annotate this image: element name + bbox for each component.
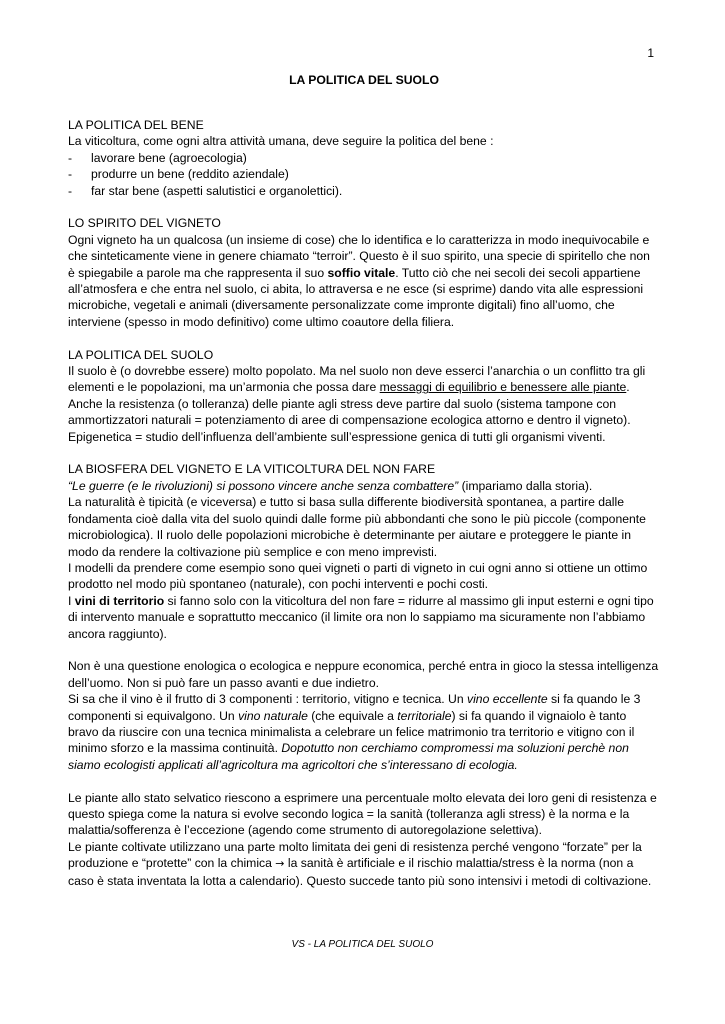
paragraph: Anche la resistenza (o tolleranza) delle piante agli stress deve partire dal suolo (sistema tampone con ammortizzatori naturali = potenziamento di aree di compensazione ecologica attorno e dentro il vigneto). <box>68 396 631 428</box>
section-intro: La viticoltura, come ogni altra attività umana, deve seguire la politica del bene : <box>68 134 494 149</box>
paragraph: Il suolo è (o dovrebbe essere) molto popolato. Ma nel suolo non deve esserci l’anarchia o un conflitto tra gli elementi e le popolazioni, ma un’armonia che possa dare messaggi di equilibrio e benessere alle piante. <box>68 364 646 395</box>
paragraph: I modelli da prendere come esempio sono quei vigneti o parti di vigneto in cui ogni anno si ottiene un ottimo prodotto nel modo più spontaneo (naturale), con pochi interventi e pochi costi. <box>68 560 648 592</box>
dash-bullet: - <box>68 167 73 182</box>
page-footer: VS - LA POLITICA DEL SUOLO <box>291 939 434 950</box>
bold-text: soffio vitale <box>327 265 396 280</box>
list-item: - lavorare bene (agroecologia) <box>68 150 247 165</box>
section-piante-selvatiche <box>68 790 660 889</box>
italic-text: vino eccellente <box>467 692 548 707</box>
paragraph: Non è una questione enologica o ecologica e neppure economica, perché entra in gioco la stessa intelligenza dell’uomo. Non si può fare un passo avanti e due indietro. <box>68 659 659 690</box>
dash-bullet: - <box>68 150 73 165</box>
underlined-text: messaggi di equilibrio e benessere alle piante <box>379 380 627 395</box>
section-heading: LO SPIRITO DEL VIGNETO <box>68 216 221 231</box>
paragraph: Le piante coltivate utilizzano una parte molto limitata dei geni di resistenza perché vengono “forzate” per la produzione e “protette” con la chimica → la sanità è artificiale e il rischio malattia/stress è la norma (non a caso è stata inventata la lotta a calendario). Questo succede tanto più sono intensivi i metodi di coltivazione. <box>68 839 652 888</box>
paragraph: La naturalità è tipicità (e viceversa) e tutto si basa sulla differente biodiversità spontanea, a partire dalle fondamenta cioè dalla vita del suolo quindi dalle forme più abbondanti che sono le più piccole (componente microbiologica). Il ruolo delle popolazioni microbiche è determinante per aiutare e proteggere le piante in modo da rendere la coltivazione più semplice e con meno imprevisti. <box>68 495 646 559</box>
section-heading: LA POLITICA DEL BENE <box>68 118 204 132</box>
paragraph: “Le guerre (e le rivoluzioni) si possono vincere anche senza combattere” (impariamo dalla storia). <box>68 478 593 493</box>
paragraph: Ogni vigneto ha un qualcosa (un insieme di cose) che lo identifica e lo caratterizza in modo inequivocabile e che sinteticamente viene in genere chiamato “terroir”. Questo è il suo spirito, una specie di spiritello che non è spiegabile a parole ma che rappresenta il suo soffio vitale. Tutto ciò che nei secoli dei secoli appartiene all’atmosfera e che entra nel suolo, ci abita, lo attraversa e ne esce (si esprime) dando vita alle espressioni microbiche, vegetali e animali (diversamente personalizzate come impronte digitali) fino all’uomo, che interviene (spesso in modo definitivo) come ultimo coautore della filiera. <box>68 232 650 329</box>
section-politica-del-suolo <box>68 347 660 445</box>
list-item: - produrre un bene (reddito aziendale) <box>68 167 289 182</box>
section-spirito-del-vigneto <box>68 215 660 330</box>
section-heading: LA BIOSFERA DEL VIGNETO E LA VITICOLTURA DEL NON FARE <box>68 462 436 477</box>
document-body <box>68 66 660 905</box>
document-title: LA POLITICA DEL SUOLO <box>289 73 439 87</box>
paragraph: Epigenetica = studio dell’influenza dell’ambiente sull’espressione genica di tutti gli organismi viventi. <box>68 429 606 444</box>
italic-text: vino naturale <box>238 708 308 723</box>
page-number: 1 <box>647 46 654 60</box>
section-heading: LA POLITICA DEL SUOLO <box>68 347 214 362</box>
bullet-list <box>68 150 660 199</box>
list-item: - far star bene (aspetti salutistici e organolettici). <box>68 183 343 198</box>
section-biosfera-del-vigneto <box>68 461 660 641</box>
italic-text: Dopotutto non cerchiamo compromessi ma soluzioni perchè non siamo ecologisti applicati all’agricoltura ma agricoltori che s’interessano di ecologia. <box>68 741 629 772</box>
paragraph: Le piante allo stato selvatico riescono a esprimere una percentuale molto elevata dei loro geni di resistenza e questo spiega come la natura si evolve secondo logica = la sanità (tolleranza agli stress) è la norma e la malattia/sofferenza è l’eccezione (agendo come strumento di autoregolazione selettiva). <box>68 790 657 838</box>
bold-text: vini di territorio <box>74 593 165 608</box>
paragraph: I vini di territorio si fanno solo con la viticoltura del non fare = ridurre al massimo gli input esterni e ogni tipo di intervento manuale e soprattutto meccanico (il limite ora non lo sappiamo ma sicuramente non l’abbiamo ancora raggiunto). <box>68 593 654 641</box>
quote-text: “Le guerre (e le rivoluzioni) si possono vincere anche senza combattere” <box>68 478 459 493</box>
paragraph: Si sa che il vino è il frutto di 3 componenti : territorio, vitigno e tecnica. Un vino eccellente si fa quando le 3 componenti si equivalgono. Un vino naturale (che equivale a territoriale) si fa quando il vignaiolo è tanto bravo da riuscire con una tecnica minimalista a celebrare un felice matrimonio tra territorio e vitigno con il minimo sforzo e la massima continuità. Dopotutto non cerchiamo compromessi ma soluzioni perchè non siamo ecologisti applicati all’agricoltura ma agricoltori che s’interessano di ecologia. <box>68 692 641 772</box>
section-politica-del-bene <box>68 117 660 199</box>
right-arrow-icon: → <box>275 857 285 871</box>
italic-text: territoriale <box>397 708 452 723</box>
dash-bullet: - <box>68 183 73 198</box>
section-questione-enologica <box>68 658 660 773</box>
